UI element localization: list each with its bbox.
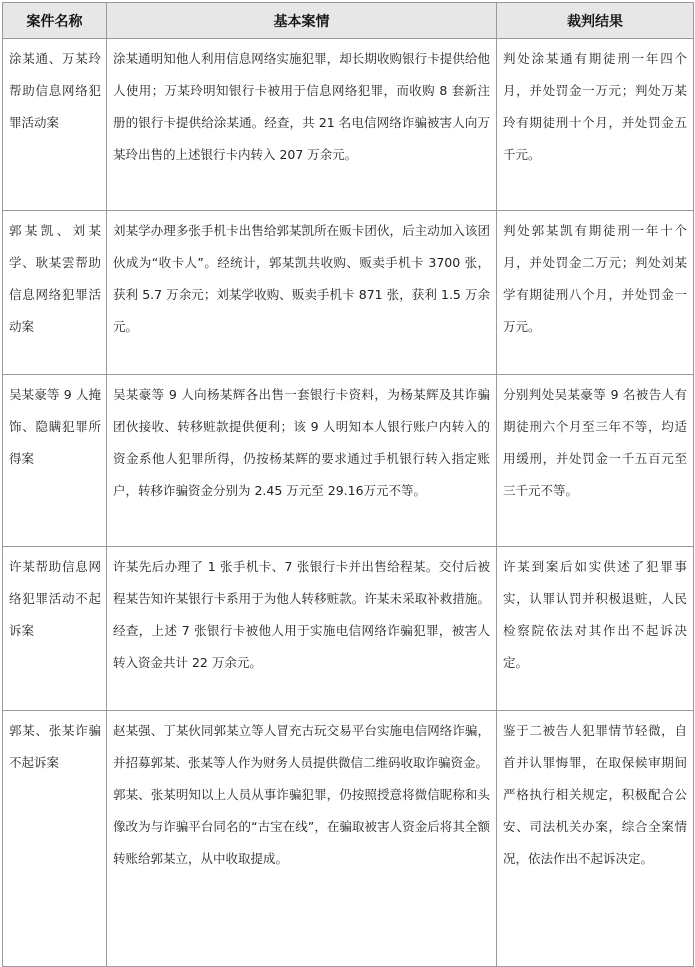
case-facts-paragraph: 许某先后办理了 1 张手机卡、7 张银行卡并出售给程某。交付后被程某告知许某银行卡系用于为他人转移赃款。许某未采取补救措施。经查，上述 7 张银行卡被他人用于实施电信网络诈骗犯罪，被害人转入资金共计 22 万余元。 [113,559,490,670]
header-verdict: 裁判结果 [497,3,694,39]
case-name-cell: 涂某通、万某玲帮助信息网络犯罪活动案 [3,39,107,211]
table-row [3,711,694,967]
case-facts-paragraph: 涂某通明知他人利用信息网络实施犯罪，却长期收购银行卡提供给他人使用；万某玲明知银行卡被用于信息网络犯罪，而收购 8 套新注册的银行卡提供给涂某通。经查，共 21 名电信网络诈骗被害人向万某玲出售的上述银行卡内转入 207 万余元。 [113,51,490,162]
case-facts-cell [107,547,497,711]
case-facts-paragraph: 赵某强、丁某伙同郭某立等人冒充古玩交易平台实施电信网络诈骗，并招募郭某、张某等人作为财务人员提供微信二维码收取诈骗资金。 [113,723,490,770]
table-header-row [3,3,694,39]
verdict-cell: 许某到案后如实供述了犯罪事实，认罪认罚并积极退赃，人民检察院依法对其作出不起诉决定。 [497,547,694,711]
case-facts-paragraph: 吴某豪等 9 人向杨某辉各出售一套银行卡资料，为杨某辉及其诈骗团伙接收、转移赃款提供便利；该 9 人明知本人银行账户内转入的资金系他人犯罪所得，仍按杨某辉的要求通过手机银行转入指定账户，转移诈骗资金分别为 2.45 万元至 29.16万元不等。 [113,387,490,498]
header-case-facts: 基本案情 [107,3,497,39]
case-facts-cell [107,39,497,211]
case-facts-cell [107,375,497,547]
case-facts-cell [107,211,497,375]
case-name-cell: 郭某、张某诈骗不起诉案 [3,711,107,967]
table-row [3,375,694,547]
verdict-cell: 鉴于二被告人犯罪情节轻微，自首并认罪悔罪，在取保候审期间严格执行相关规定，积极配合公安、司法机关办案，综合全案情况，依法作出不起诉决定。 [497,711,694,967]
verdict-cell: 分别判处吴某豪等 9 名被告人有期徒刑六个月至三年不等，均适用缓刑，并处罚金一千五百元至三千元不等。 [497,375,694,547]
header-case-name: 案件名称 [3,3,107,39]
case-facts-paragraph: 郭某、张某明知以上人员从事诈骗犯罪，仍按照授意将微信昵称和头像改为与诈骗平台同名的“古宝在线”，在骗取被害人资金后将其全额转账给郭某立，从中收取提成。 [113,787,490,866]
case-name-cell: 许某帮助信息网络犯罪活动不起诉案 [3,547,107,711]
table-row [3,39,694,211]
case-facts-paragraph: 刘某学办理多张手机卡出售给郭某凯所在贩卡团伙，后主动加入该团伙成为“收卡人”。经统计，郭某凯共收购、贩卖手机卡 3700 张，获利 5.7 万余元；刘某学收购、贩卖手机卡 871 张，获利 1.5 万余元。 [113,223,490,334]
verdict-cell: 判处涂某通有期徒刑一年四个月，并处罚金一万元；判处万某玲有期徒刑十个月，并处罚金五千元。 [497,39,694,211]
verdict-cell: 判处郭某凯有期徒刑一年十个月，并处罚金二万元；判处刘某学有期徒刑八个月，并处罚金一万元。 [497,211,694,375]
case-table [2,2,694,967]
table-row [3,211,694,375]
case-name-cell: 吴某豪等 9 人掩饰、隐瞒犯罪所得案 [3,375,107,547]
case-name-cell: 郭某凯、刘某学、耿某雲帮助信息网络犯罪活动案 [3,211,107,375]
table-row [3,547,694,711]
case-facts-cell [107,711,497,967]
